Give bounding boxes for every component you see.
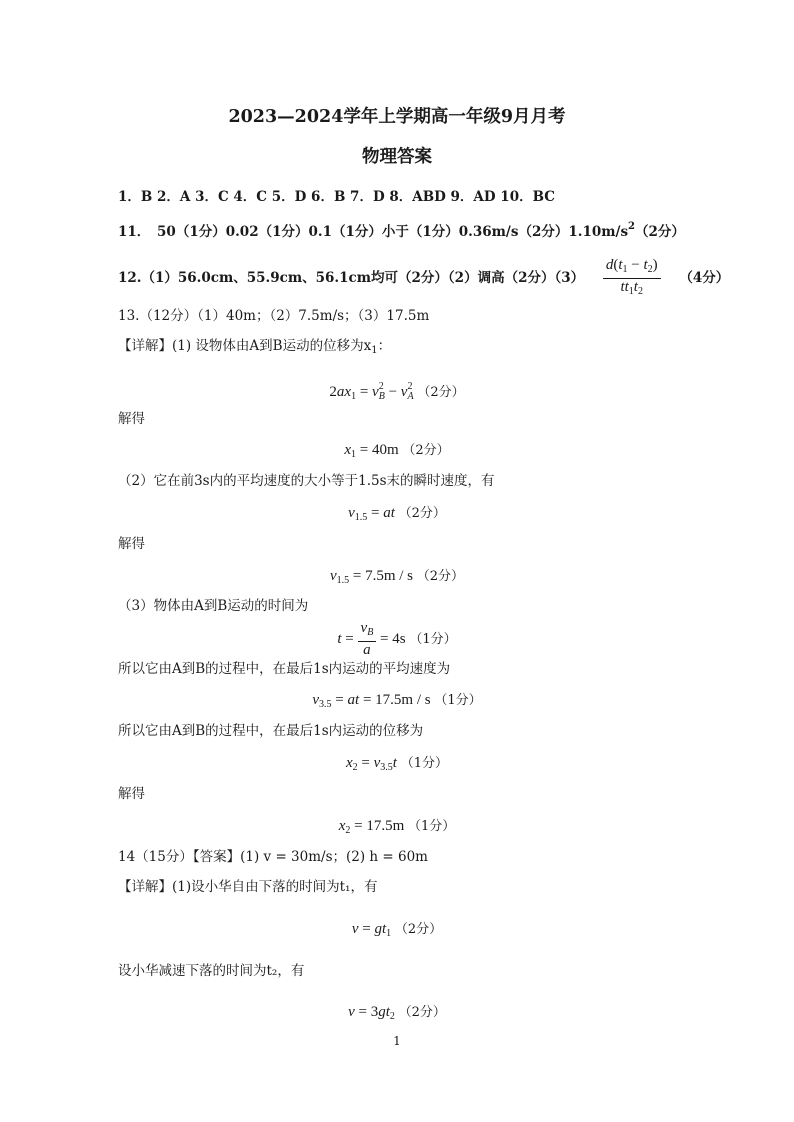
q13-eq7: $x_2 = v_{3.5}t$ （1分） [345, 755, 448, 773]
q14-head: 14（15分）【答案】(1) v = 30m/s；(2) h = 60m [118, 849, 428, 865]
q14-part2: 设小华减速下落的时间为t₂，有 [118, 963, 305, 979]
q13-detail: 【详解】(1) 设物体由A到B运动的位移为$x_1$： [118, 338, 392, 356]
q13-part5: 所以它由A到B的过程中，在最后1s内运动的位移为 [118, 723, 424, 739]
q11-answer [118, 218, 685, 241]
page-number: 1 [393, 1034, 401, 1048]
q11-text: 11． 50（1分）0.02（1分）0.1（1分）小于（1分）0.36m/s（2分）1.10m/s [118, 224, 629, 240]
q11-score: （2分） [635, 224, 685, 240]
jiede-2: 解得 [118, 536, 145, 552]
jiede-1: 解得 [118, 411, 145, 427]
q13-eq5: t = $\frac{v_B}{a}$ = 4s （1分） [337, 620, 457, 658]
q12-formula: $\frac{d(t_1 - t_2)}{tt_1t_2}$ [603, 257, 661, 300]
q14-eq1: $v = gt_1$ （2分） [351, 921, 443, 939]
q12-score: （4分） [679, 270, 730, 286]
q11-superscript: 2 [628, 221, 636, 232]
q13-part4: 所以它由A到B的过程中，在最后1s内运动的平均速度为 [118, 661, 451, 677]
q13-eq8: $x_2 = 17.5m$ （1分） [338, 818, 456, 836]
q14-detail: 【详解】(1)设小华自由下落的时间为t₁，有 [118, 879, 378, 895]
q13-eq4: $v_{1.5} = 7.5m / s$ （2分） [329, 568, 465, 586]
q13-eq2: $x_1 = 40m$ （2分） [344, 442, 450, 460]
q12-answer [118, 257, 729, 300]
q12-text: 12.（1）56.0cm、55.9cm、56.1cm均可（2分）（2）调高（2分）（3） [118, 270, 585, 286]
q13-eq6: $v_{3.5}$ = at = 17.5m / s （1分） [312, 692, 482, 710]
exam-subtitle: 物理答案 [362, 147, 432, 167]
q13-head: 13.（12分）（1）40m；（2）7.5m/s；（3）17.5m [118, 308, 430, 324]
jiede-3: 解得 [118, 786, 145, 802]
exam-title: 2023—2024学年上学期高一年级9月月考 [228, 107, 566, 127]
q13-part3: （3）物体由A到B运动的时间为 [118, 598, 309, 614]
q13-eq3: $v_{1.5}$ = at （2分） [348, 505, 446, 523]
q13-eq1: $2ax_1 = v^2_B - v^2_A$ （2分） [329, 381, 465, 402]
q14-eq2: $v = 3gt_2$ （2分） [348, 1004, 446, 1022]
q13-part2: （2）它在前3s内的平均速度的大小等于1.5s末的瞬时速度，有 [118, 473, 495, 489]
choice-answers: 1．B 2．A 3．C 4．C 5．D 6．B 7．D 8．ABD 9．AD 10．BC [118, 189, 556, 205]
